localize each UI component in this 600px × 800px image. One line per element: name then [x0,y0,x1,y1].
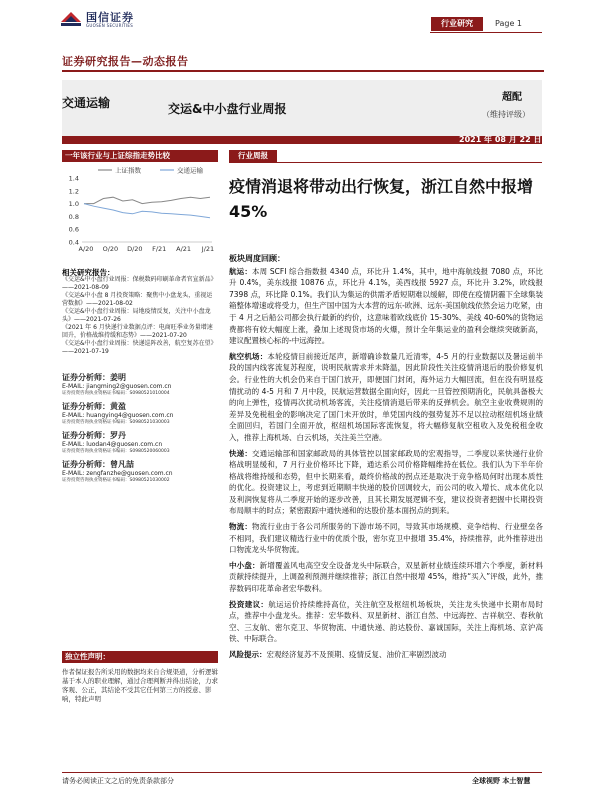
x-tick-label: F/21 [152,245,167,253]
y-tick-label: 0.8 [68,212,79,221]
analyst-name: 证券分析师：曾凡喆 [62,460,134,469]
analyst-card [62,459,218,484]
analyst-cert: 证券投资咨询执业资格证书编码：S0980521030002 [62,478,170,483]
y-tick-label: 1.0 [68,200,79,209]
related-report[interactable]: 《2021 年 6 月快递行业数据点评：电商旺季业务量增速回升，价格战维持缓和态势》——2021-07-20 [62,324,213,339]
analyst-email[interactable]: E-MAIL: huangying4@guosen.com.cn [62,412,174,419]
category-rule [229,162,542,163]
paragraph [229,649,543,661]
header-rule [430,32,542,33]
x-tick-label: A/21 [176,245,192,253]
sidebar [62,150,218,162]
analyst-email[interactable]: E-MAIL: luodan4@guosen.com.cn [62,441,163,448]
rating: 超配 [502,92,522,103]
brand-name-en: GUOSEN SECURITIES [86,23,134,28]
analyst-card [62,430,218,455]
series-title: 交运&中小盘行业周报 [168,102,287,116]
chart-svg [62,164,218,256]
footer-slogan: 全球视野 本土智慧 [472,777,531,785]
brand-logo [60,8,160,32]
related-report[interactable]: 《交运&中小盘行业周报：保税数码印刷革命者官宣新品》——2021-08-09 [62,276,217,291]
footer-rule [62,772,542,773]
paragraph [229,266,543,347]
disclaimer-text: 作者保证报告所采用的数据均来自合规渠道，分析逻辑基于本人的职业理解，通过合理判断并得出结论，力求客观、公正，其结论不受其它任何第三方的授意、影响，特此声明 [62,668,218,703]
legend-label: 交通运输 [177,166,203,175]
paragraph [229,351,543,444]
series-line-1 [84,204,210,218]
section-title: 板块周度回顾： [229,254,285,263]
analyst-cert: 证券投资咨询执业资格证书编码：S0980521010004 [62,391,170,396]
y-tick-label: 1.2 [68,187,79,196]
x-tick-label: O/20 [102,245,119,253]
chart-header: 一年该行业与上证综指走势比较 [62,150,218,162]
related-reports-list [62,276,218,356]
rating-note: （维持评级） [482,110,530,119]
category-tag: 行业周报 [229,150,277,162]
header-tag: 行业研究 [431,17,483,31]
main-body [229,253,543,665]
report-type: 证券研究报告—动态报告 [62,55,189,68]
y-tick-label: 1.4 [68,174,79,183]
paragraph [229,599,543,645]
analyst-card [62,401,218,426]
paragraph [229,448,543,518]
paragraph-text: 新增覆盖风电高空安全设备龙头中际联合，双星新材业绩连续环增六个季度，新材料贡献持续提升，上调盈利预测并继续推荐；浙江自然中报增 45%，维持“买入”评级，此外，推荐数码印花革命者宏华数科。 [229,560,544,594]
related-report[interactable]: 《交运&中小盘 8 月投资策略：聚焦中小盘龙头，重视运营数据》——2021-08-02 [62,292,213,307]
analyst-name: 证券分析师：罗丹 [62,431,126,440]
paragraph-text: 本周 SCFI 综合指数报 4340 点，环比升 1.4%，其中，地中海航线报 7080 点，环比升 0.4%，美东线报 10876 点，环比升 4.1%，美西线报 5927 点，环比升 3.2%，欧线报 7398 点，环比降 0.1%。我们认为集运的供需矛盾短期难以缓解，即使在疫情阴霾下全球集装箱整体增速或将受力，但生产国中国为大本营的远东-欧洲、远东-美国航线依然会运力吃紧，由于 4 月之后船公司都会执行最新的约价，这意味着欧线底价 15-30%、美线 40-60%的货物运费都将有较大幅度上涨，叠加上述现货市场的火爆，预计全年集运业的盈利会继续突破新高，建议配置核心标的-中远海控。 [229,266,543,346]
analyst-cert: 证券投资咨询执业资格证书编码：S0980521030003 [62,420,170,425]
paragraph-lead: 物流： [229,522,252,532]
brand-name: 国信证券 [86,11,134,24]
paragraph-lead: 快递： [229,448,252,458]
paragraph [229,560,543,595]
paragraph-text: 物流行业由于各公司所服务的下游市场不同，导致其市场规模、竞争结构、行业壁垒各不相同，我们建议精选行业中的优质个股，密尔克卫中报增 35.4%，持续推荐，此外推荐进出口物流龙头华贸物流。 [229,522,544,555]
footer-disclaimer: 请务必阅读正文之后的免责条款部分 [62,777,174,785]
page-number: Page 1 [495,19,522,28]
series-line-0 [84,197,210,203]
analyst-card [62,372,218,397]
page-header [0,0,600,36]
brand-logo-icon [60,10,82,28]
x-tick-label: D/20 [127,245,143,253]
paragraph-lead: 航运： [229,266,253,276]
analyst-name: 证券分析师：姜明 [62,373,126,382]
report-date: 2021 年 08 月 22 日 [459,135,542,144]
x-tick-label: A/20 [78,245,94,253]
analyst-email[interactable]: E-MAIL: jiangming2@guosen.com.cn [62,383,172,390]
paragraph-text: 宏观经济复苏不及预期、疫情反复、油价汇率剧烈波动 [266,650,447,659]
paragraph-text: 航运运价持续维持高位，关注航空及枢纽机场板块，关注龙头快递中长期布局时点，推荐中小盘龙头。推荐：宏华数科、双星新材、浙江自然、中远海控、吉祥航空、春秋航空、三友航、密尔克卫、华贸物流、中通快递、韵达股份、嘉诚国际，关注上海机场、京沪高铁、中际联合。 [229,599,543,644]
paragraph [229,521,543,556]
analyst-email[interactable]: E-MAIL: zengfanzhe@guosen.com.cn [62,470,173,477]
analyst-list [62,372,218,488]
index-comparison-chart [62,164,218,256]
headline: 疫情消退将带动出行恢复，浙江自然中报增 45% [229,177,534,221]
paragraph-lead: 投资建议： [229,599,269,609]
related-report[interactable]: 《交运&中小盘行业周报：快递巡阵改善，航空复苏在望》——2021-07-19 [62,340,217,355]
analyst-cert: 证券投资咨询执业资格证书编码：S0980520060003 [62,449,170,454]
disclaimer-header: 独立性声明： [62,651,218,663]
x-tick-label: J/21 [201,245,215,253]
y-tick-label: 0.4 [68,238,79,247]
sector-name: 交通运输 [62,96,111,110]
divider [62,70,544,72]
paragraph-lead: 风险提示： [229,650,267,659]
sector-block [62,80,170,144]
legend-label: 上证指数 [115,166,141,175]
paragraph-text: 交通运输部和国家邮政局的具体管控以国家邮政局的宏观指导，二季度以来快递行业价格战明显缓和，7 月行业价格环比下降，通达系公司价格降幅维持在低位。我们认为下半年价格战将维持缓和态势，但中长期来看，最终价格战的拐点还是取决于竞争格局何时出现本质性的优化。投资建议上，考虑到近期顺丰快递的股价回调较大，而公司的收入增长、成本优化以及利润恢复将从二季度开始的逐步改善，且其长期发展逻辑不变，建议投资者把握中长期投资布局顺丰的时点；紧密跟踪中通快递和的达股价基本面拐点的到来。 [229,448,544,516]
paragraph-text: 本轮疫情目前接近尾声，新增确诊数量几近清零，4-5 月的行业数据以及暑运前半段的国内线客流复苏程度，说明民航需求并未降温，因此阶段性关注疫情消退后的股价修复机会。行业性的大机会仍来自于国门放开，即便国门封闭，海外运力大幅回流，但在没有明显疫情扰动的 4-5 月和 7 月中段，民航运营数据全面向好，因此一旦管控预期消化，民航具备极大的向上弹性，疫情再次扰动机场客流，关注疫情消退后带来的反弹机会。航空主业收费规则的差异及免税租金的影响决定了国门未开放时，单凭国内线的强势复苏不足以拉动枢纽机场业绩全面回归，若国门全面开放，枢纽机场国际客流恢复，将大幅修复航空租收入及免税租金收入，推荐上海机场、白云机场，关注美兰空港。 [229,351,544,442]
paragraph-lead: 中小盘： [229,560,260,570]
y-tick-label: 0.6 [68,225,79,234]
paragraph-lead: 航空机场： [229,351,268,361]
related-report[interactable]: 《交运&中小盘行业周报：局地疫情反复，关注中小盘龙头》——2021-07-26 [62,308,211,323]
analyst-name: 证券分析师：黄盈 [62,402,126,411]
related-reports-title: 相关研究报告： [62,268,115,277]
